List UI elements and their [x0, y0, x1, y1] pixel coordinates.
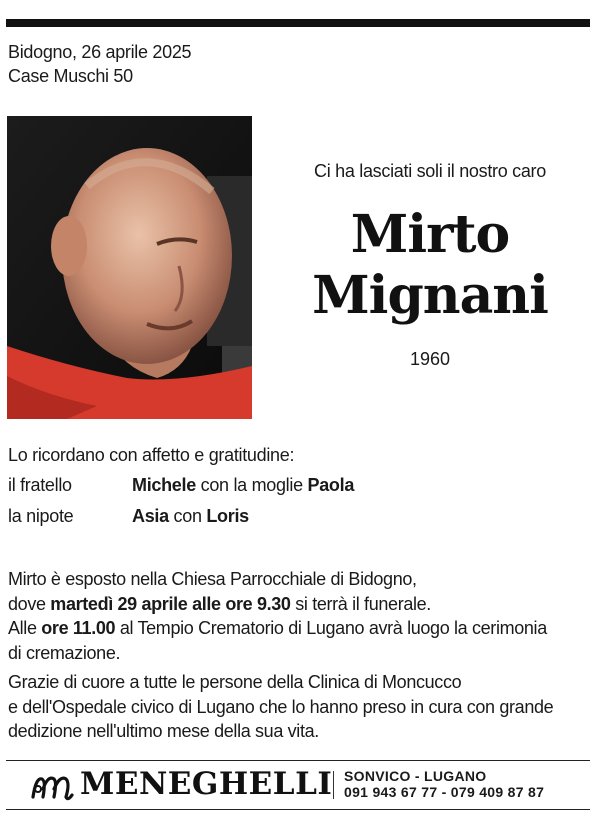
detail-line: Alle ore 11.00 al Tempio Crematorio di Lugano avrà luogo la cerimonia — [8, 618, 547, 638]
mourner-name: Paola — [307, 475, 355, 495]
mm-monogram-icon — [30, 771, 74, 801]
birth-year: 1960 — [409, 349, 451, 369]
address: Case Muschi 50 — [8, 66, 133, 86]
top-divider — [6, 19, 590, 27]
relation-label: il fratello — [8, 475, 72, 495]
portrait-photo — [7, 116, 252, 419]
thanks-line: Grazie di cuore a tutte le persone della Clinica di Moncucco — [8, 672, 462, 692]
first-name: Mirto — [350, 204, 510, 265]
detail-line: dove martedì 29 aprile alle ore 9.30 si terrà il funerale. — [8, 593, 431, 614]
footer-separator — [333, 771, 334, 799]
detail-line: di cremazione. — [8, 642, 121, 663]
footer-divider-bottom — [6, 809, 590, 810]
funeral-details — [8, 567, 594, 665]
place-date: Bidogno, 26 aprile 2025 — [8, 42, 192, 62]
funeral-home-brand: MENEGHELLI — [80, 766, 333, 802]
mourner-names — [132, 475, 354, 496]
funeral-datetime: martedì 29 aprile alle ore 9.30 — [50, 593, 291, 614]
intro-text: Ci ha lasciati soli il nostro caro — [314, 161, 546, 181]
footer-location: SONVICO - LUGANO — [344, 768, 487, 784]
thanks-paragraph — [8, 670, 594, 744]
detail-line: Mirto è esposto nella Chiesa Parrocchiale di Bidogno, — [8, 569, 417, 589]
joiner-text: con la moglie — [195, 475, 308, 495]
thanks-line: dedizione nell'ultimo mese della sua vita. — [8, 721, 319, 741]
thanks-line: e dell'Ospedale civico di Lugano che lo hanno preso in cura con grande — [8, 696, 554, 717]
footer-divider-top — [6, 760, 590, 761]
last-name: Mignani — [312, 265, 548, 326]
mourners-lead: Lo ricordano con affetto e gratitudine: — [8, 445, 295, 465]
relation-label: la nipote — [8, 506, 74, 526]
header-block — [8, 40, 191, 88]
mourner-name: Loris — [206, 506, 249, 526]
mourner-name: Asia — [132, 506, 169, 526]
joiner-text: con — [168, 506, 207, 526]
mourner-name: Michele — [132, 475, 196, 495]
footer-phones: 091 943 67 77 - 079 409 87 87 — [344, 784, 545, 800]
mourner-names — [132, 506, 249, 527]
cremation-time: ore 11.00 — [41, 618, 116, 638]
